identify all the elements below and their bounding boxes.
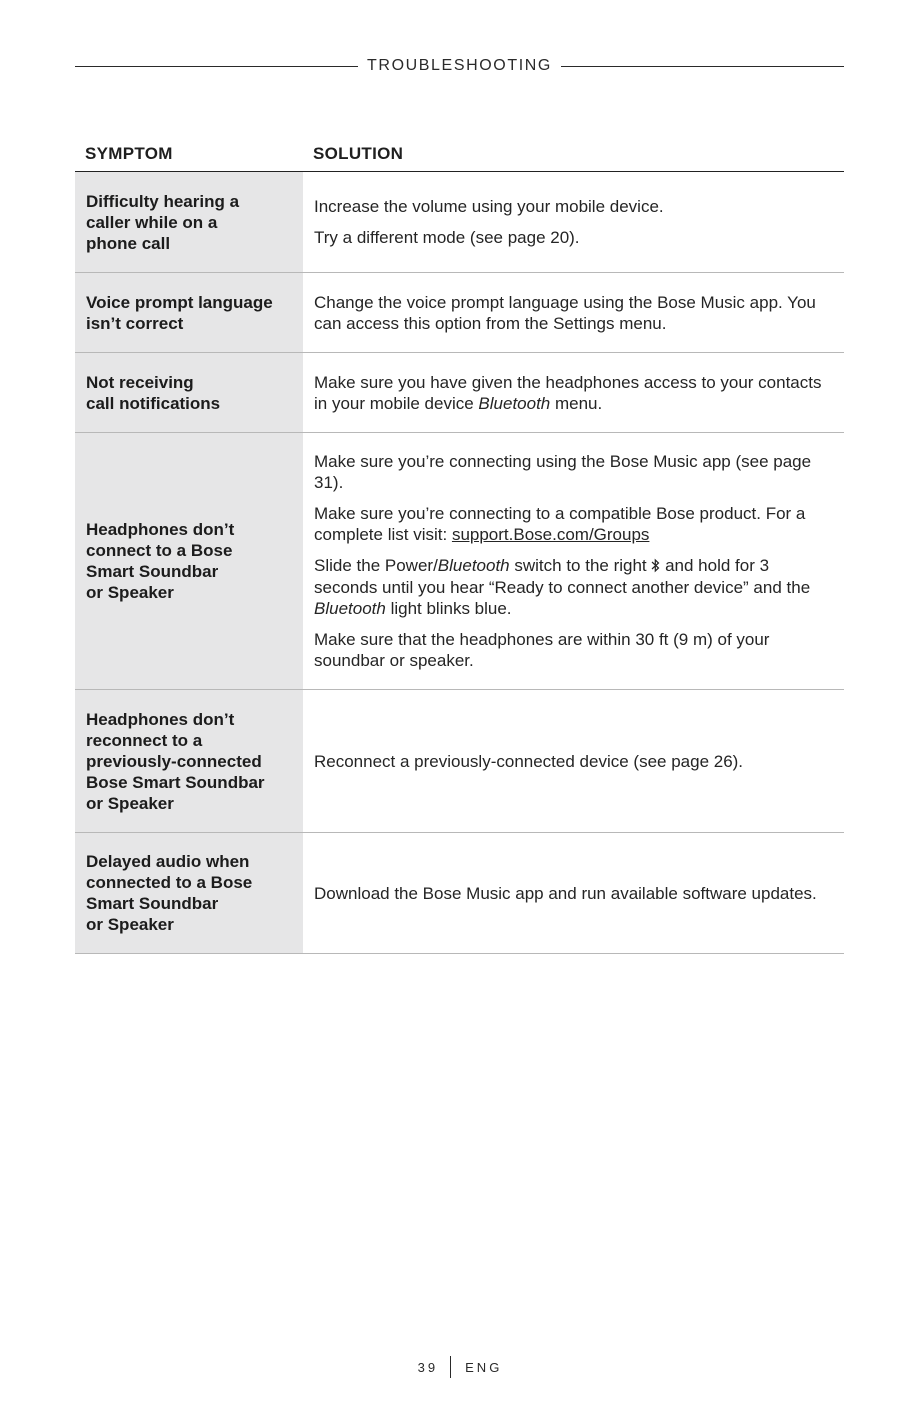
- solution-text: Make sure you’re connecting using the Bose Music app (see page 31).: [314, 452, 812, 492]
- section-title: TROUBLESHOOTING: [367, 57, 552, 74]
- symptom-cell: Headphones don’t reconnect to a previously-connected Bose Smart Soundbar or Speaker: [75, 690, 303, 832]
- solution-text: Make sure you’re connecting to a compatible Bose product. For a complete list visit: support.Bose.com/Groups: [314, 504, 806, 544]
- solution-cell: [303, 273, 844, 352]
- table-row: [75, 172, 844, 273]
- solution-text: Try a different mode (see page 20).: [314, 228, 580, 247]
- solution-text: Change the voice prompt language using the Bose Music app. You can access this option from the Settings menu.: [314, 292, 816, 333]
- support-link[interactable]: support.Bose.com/Groups: [451, 525, 650, 544]
- symptom-cell: Voice prompt language isn’t correct: [75, 273, 303, 352]
- table-row: [75, 833, 844, 954]
- header-rule-left: [75, 66, 358, 67]
- page-footer: [0, 1356, 920, 1378]
- symptom-cell: Headphones don’t connect to a Bose Smart Soundbar or Speaker: [75, 433, 303, 689]
- column-header-symptom: SYMPTOM: [85, 144, 173, 163]
- solution-cell: [303, 433, 844, 689]
- solution-cell: [303, 353, 844, 432]
- page-header: [75, 55, 844, 77]
- solution-text: Reconnect a previously-connected device (see page 26).: [314, 751, 744, 771]
- page-number: 39: [417, 1359, 439, 1375]
- solution-text: Make sure that the headphones are within 30 ft (9 m) of your soundbar or speaker.: [314, 630, 770, 670]
- solution-cell: [303, 172, 844, 272]
- solution-text: Slide the Power/Bluetooth switch to the right and hold for 3 seconds until you hear “Ready to connect another device” and the Bluetooth light blinks blue.: [314, 556, 811, 618]
- troubleshooting-table: [75, 138, 844, 954]
- symptom-cell: Difficulty hearing a caller while on a phone call: [75, 172, 303, 272]
- footer-divider: [450, 1356, 451, 1378]
- table-row: [75, 690, 844, 833]
- table-row: [75, 353, 844, 433]
- solution-text: Download the Bose Music app and run available software updates.: [314, 883, 817, 903]
- table-header: [75, 138, 844, 172]
- table-row: [75, 273, 844, 353]
- solution-text: Increase the volume using your mobile device.: [314, 197, 664, 216]
- language-label: ENG: [465, 1359, 503, 1375]
- solution-cell: [303, 833, 844, 953]
- column-header-solution: SOLUTION: [313, 144, 404, 163]
- solution-cell: [303, 690, 844, 832]
- symptom-cell: Delayed audio when connected to a Bose Smart Soundbar or Speaker: [75, 833, 303, 953]
- table-row: [75, 433, 844, 690]
- solution-text: Make sure you have given the headphones access to your contacts in your mobile device Bluetooth menu.: [314, 372, 822, 413]
- symptom-cell: Not receiving call notifications: [75, 353, 303, 432]
- header-rule-right: [561, 66, 844, 67]
